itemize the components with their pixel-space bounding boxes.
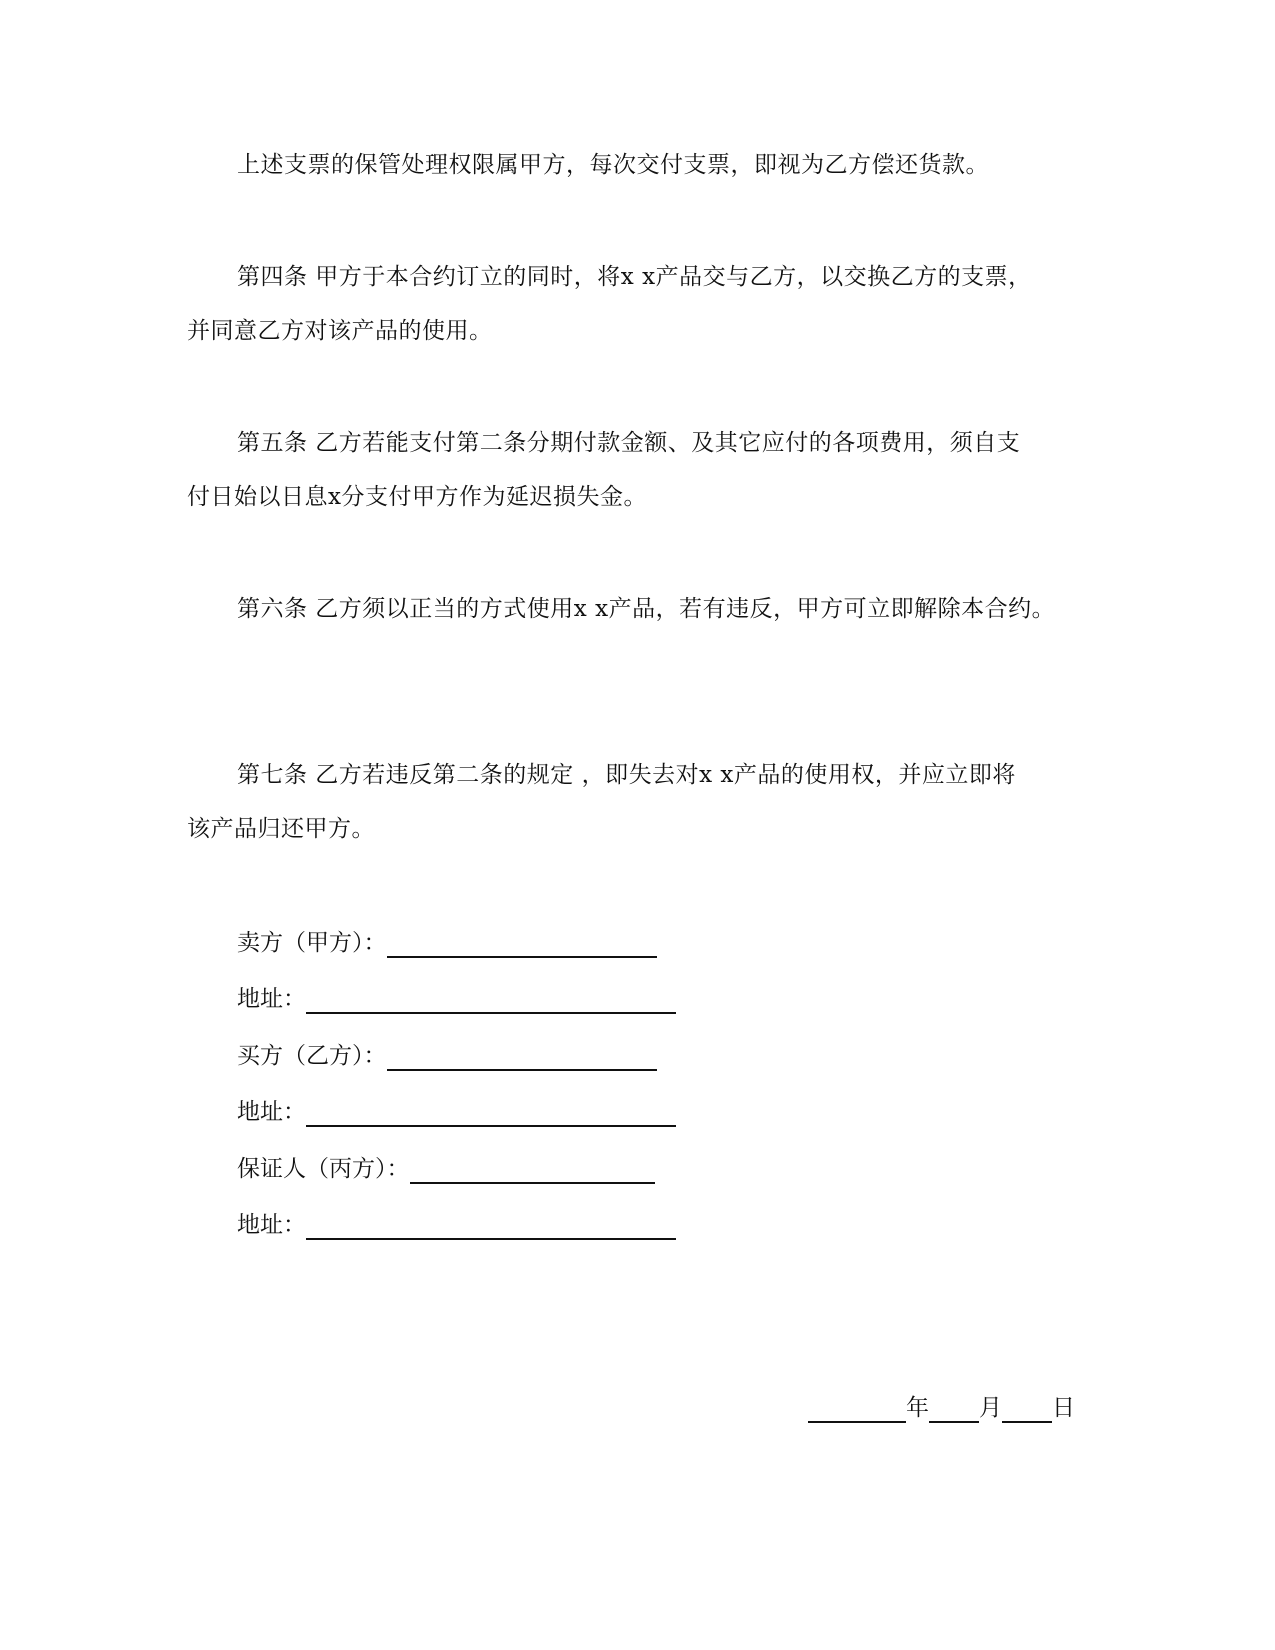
month-label: 月 — [979, 1395, 1002, 1421]
day-label: 日 — [1052, 1395, 1075, 1421]
article-7-line-1: 第七条 乙方若违反第二条的规定 ，即失去对x x产品的使用权，并应立即将 — [237, 762, 1016, 788]
day-blank[interactable] — [1002, 1395, 1052, 1423]
month-blank[interactable] — [929, 1395, 979, 1423]
guarantor-row — [237, 1154, 655, 1184]
article-7-line-2: 该产品归还甲方。 — [187, 816, 375, 842]
seller-address-label: 地址： — [237, 986, 306, 1012]
paragraph-cheque-line-1: 上述支票的保管处理权限属甲方，每次交付支票，即视为乙方偿还货款。 — [237, 152, 989, 178]
buyer-address-line[interactable] — [306, 1099, 676, 1127]
article-6-line-1: 第六条 乙方须以正当的方式使用x x产品，若有违反，甲方可立即解除本合约。 — [237, 596, 1056, 622]
article-5-line-2: 付日始以日息x分支付甲方作为延迟损失金。 — [187, 484, 647, 510]
seller-address-row — [237, 984, 676, 1014]
guarantor-label: 保证人（丙方）： — [237, 1156, 410, 1182]
buyer-signature-line[interactable] — [387, 1043, 657, 1071]
seller-address-line[interactable] — [306, 986, 676, 1014]
guarantor-address-line[interactable] — [306, 1212, 676, 1240]
buyer-label: 买方（乙方）： — [237, 1043, 387, 1069]
seller-signature-line[interactable] — [387, 930, 657, 958]
guarantor-address-label: 地址： — [237, 1212, 306, 1238]
date-row — [808, 1393, 1075, 1423]
buyer-address-label: 地址： — [237, 1099, 306, 1125]
buyer-address-row — [237, 1097, 676, 1127]
buyer-row — [237, 1041, 657, 1071]
article-4-line-1: 第四条 甲方于本合约订立的同时，将x x产品交与乙方，以交换乙方的支票， — [237, 264, 1032, 290]
seller-row — [237, 928, 657, 958]
year-blank[interactable] — [808, 1395, 906, 1423]
guarantor-signature-line[interactable] — [410, 1156, 655, 1184]
seller-label: 卖方（甲方）： — [237, 930, 387, 956]
year-label: 年 — [906, 1395, 929, 1421]
article-5-line-1: 第五条 乙方若能支付第二条分期付款金额、及其它应付的各项费用，须自支 — [237, 430, 1021, 456]
guarantor-address-row — [237, 1210, 676, 1240]
article-4-line-2: 并同意乙方对该产品的使用。 — [187, 318, 493, 344]
